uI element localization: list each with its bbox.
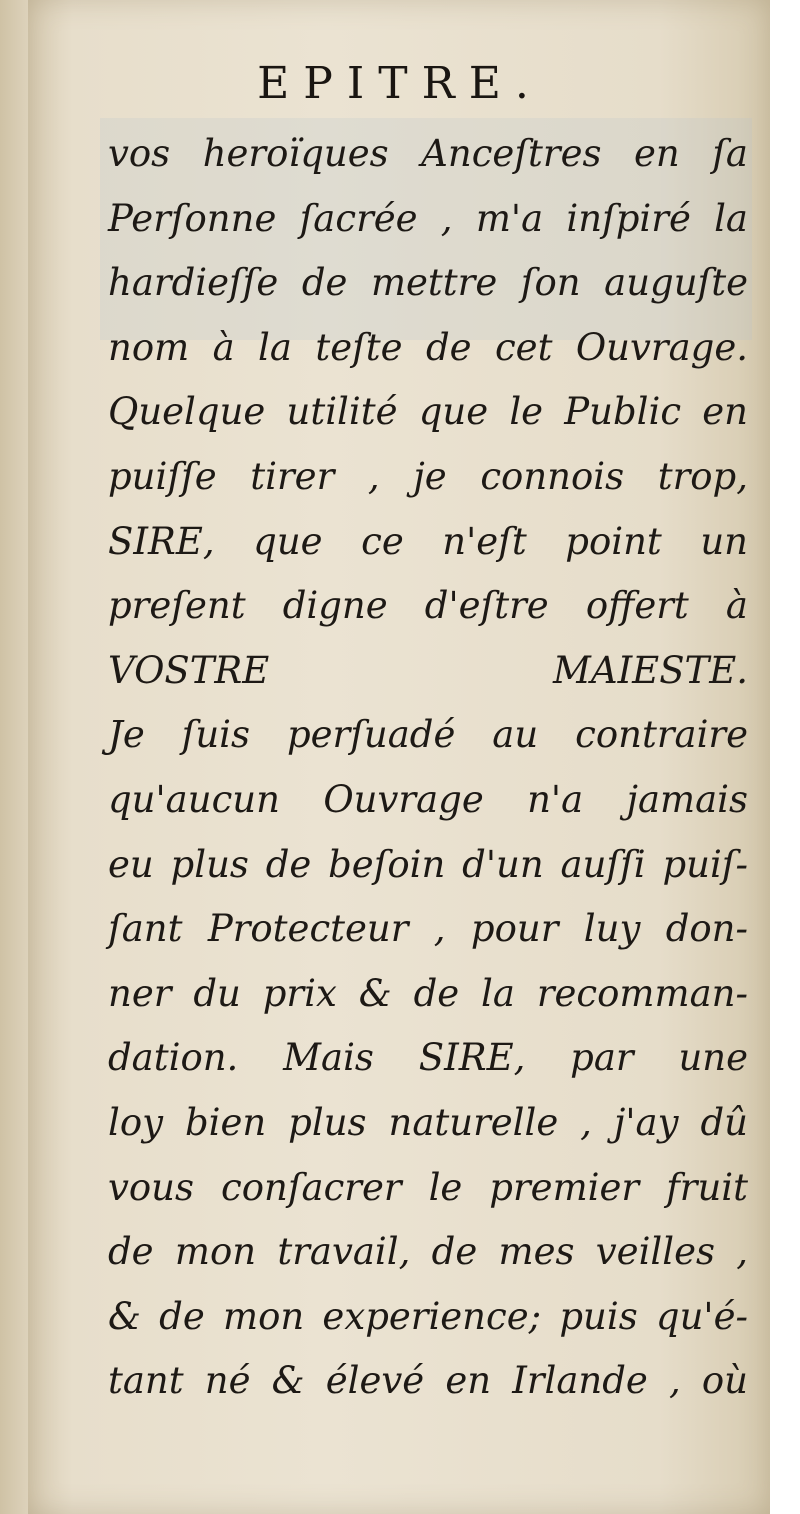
page-right-margin [770,0,800,1514]
text-line: tant né & élevé en Irlande , où [108,1359,748,1403]
running-header: EPITRE. [257,58,543,109]
text-line: ſant Protecteur , pour luy don- [108,907,748,951]
text-line: Perſonne ſacrée , m'a inſpiré la [108,196,748,240]
text-line: puiſſe tirer , je connois trop, [108,454,748,498]
text-line: VOSTRE MAIESTE. [108,648,748,692]
page-left-edge [0,0,28,1514]
text-line: vous conſacrer le premier fruit [108,1165,748,1209]
text-line: ner du prix & de la recomman- [108,971,748,1015]
text-line: dation. Mais SIRE, par une [108,1036,748,1080]
text-line: de mon travail, de mes veilles , [108,1230,748,1274]
text-line: eu plus de beſoin d'un auſſi puiſ- [108,842,748,886]
text-line: vos heroïques Anceſtres en ſa [108,132,748,175]
text-line: preſent digne d'eſtre offert à [108,584,748,628]
text-line: hardieſſe de mettre ſon auguſte [108,261,748,305]
text-line: SIRE, que ce n'eſt point un [108,519,748,563]
text-line: & de mon experience; puis qu'é- [108,1294,748,1338]
text-line: Quelque utilité que le Public en [108,390,748,434]
text-line: nom à la teſte de cet Ouvrage. [108,325,748,369]
text-line: loy bien plus naturelle , j'ay dû [108,1100,748,1144]
text-line: Je ſuis perſuadé au contraire [108,713,748,757]
body-text [108,122,748,1414]
text-line: qu'aucun Ouvrage n'a jamais [108,777,748,821]
